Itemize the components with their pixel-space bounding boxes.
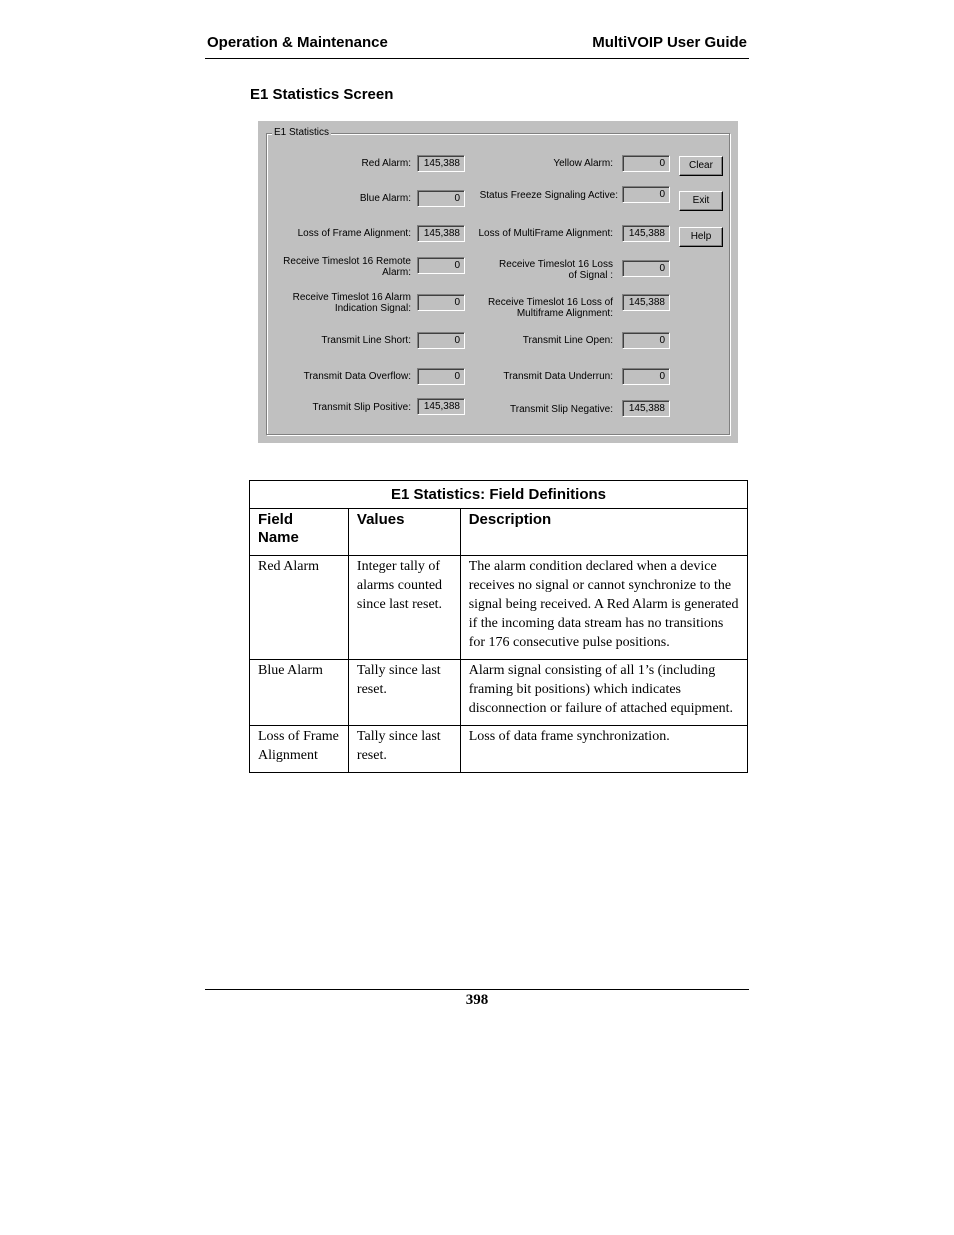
ts16-loss-of-mf-alignment-label-line2: Multiframe Alignment: bbox=[516, 308, 613, 319]
table-caption: E1 Statistics: Field Definitions bbox=[250, 481, 748, 509]
status-freeze-label: Status Freeze Signaling Active: bbox=[479, 190, 618, 201]
transmit-line-open-field: 0 bbox=[622, 332, 670, 349]
table-header-row bbox=[250, 509, 748, 556]
ts16-loss-of-mf-alignment-label bbox=[488, 297, 613, 319]
transmit-data-underrun-field: 0 bbox=[622, 368, 670, 385]
red-alarm-field: 145,388 bbox=[417, 155, 465, 172]
transmit-slip-negative-field: 145,388 bbox=[622, 400, 670, 417]
ts16-ais-field: 0 bbox=[417, 294, 465, 311]
transmit-line-short-label: Transmit Line Short: bbox=[321, 335, 411, 346]
ts16-remote-alarm-label-line1: Receive Timeslot 16 Remote bbox=[283, 256, 411, 267]
ts16-loss-of-signal-field: 0 bbox=[622, 260, 670, 277]
page-number: 398 bbox=[465, 992, 489, 1008]
table-row bbox=[250, 726, 748, 773]
ts16-ais-label-line2: Indication Signal: bbox=[334, 303, 411, 314]
header-section-title: Operation & Maintenance bbox=[207, 34, 388, 51]
loss-of-frame-alignment-label: Loss of Frame Alignment: bbox=[297, 228, 411, 239]
ts16-loss-of-mf-alignment-label-line1: Receive Timeslot 16 Loss of bbox=[487, 297, 613, 308]
loss-of-multiframe-alignment-label: Loss of MultiFrame Alignment: bbox=[478, 228, 613, 239]
transmit-slip-negative-label: Transmit Slip Negative: bbox=[510, 404, 613, 415]
yellow-alarm-field: 0 bbox=[622, 155, 670, 172]
row-values: Tally since last reset. bbox=[348, 726, 460, 773]
header-guide-title: MultiVOIP User Guide bbox=[592, 34, 747, 51]
row-field-name: Red Alarm bbox=[250, 556, 349, 660]
row-description: The alarm condition declared when a device receives no signal or cannot synchronize to the signal being received. A Red Alarm is generated if the incoming data stream has no transitions for 176 consecutive pulse positions. bbox=[460, 556, 747, 660]
e1-statistics-groupbox bbox=[266, 133, 730, 435]
field-definitions-table bbox=[249, 480, 748, 773]
row-field-name: Loss of Frame Alignment bbox=[250, 726, 349, 773]
ts16-loss-of-signal-label-line1: Receive Timeslot 16 Loss bbox=[499, 259, 613, 270]
red-alarm-label: Red Alarm: bbox=[361, 158, 411, 169]
blue-alarm-field: 0 bbox=[417, 190, 465, 207]
row-values: Integer tally of alarms counted since last reset. bbox=[348, 556, 460, 660]
column-header-values: Values bbox=[348, 509, 460, 556]
ts16-loss-of-signal-label-line2: of Signal : bbox=[568, 270, 613, 281]
ts16-remote-alarm-label bbox=[283, 256, 411, 278]
blue-alarm-label: Blue Alarm: bbox=[359, 193, 411, 204]
footer-rule bbox=[205, 989, 749, 990]
column-header-field-name bbox=[250, 509, 349, 556]
transmit-slip-positive-label: Transmit Slip Positive: bbox=[312, 402, 411, 413]
loss-of-multiframe-alignment-field: 145,388 bbox=[622, 225, 670, 242]
transmit-line-open-label: Transmit Line Open: bbox=[522, 335, 613, 346]
help-button[interactable]: Help bbox=[679, 227, 723, 247]
ts16-loss-of-mf-alignment-field: 145,388 bbox=[622, 294, 670, 311]
row-description: Loss of data frame synchronization. bbox=[460, 726, 747, 773]
groupbox-title: E1 Statistics bbox=[274, 127, 330, 138]
table-row bbox=[250, 660, 748, 726]
clear-button[interactable]: Clear bbox=[679, 156, 723, 176]
column-header-field-line1: Field bbox=[258, 511, 294, 528]
yellow-alarm-label: Yellow Alarm: bbox=[553, 158, 613, 169]
transmit-line-short-field: 0 bbox=[417, 332, 465, 349]
header-rule bbox=[205, 58, 749, 59]
table-row bbox=[250, 556, 748, 660]
status-freeze-field: 0 bbox=[622, 186, 670, 203]
transmit-data-overflow-field: 0 bbox=[417, 368, 465, 385]
column-header-field-line2: Name bbox=[258, 529, 299, 546]
transmit-data-overflow-label: Transmit Data Overflow: bbox=[303, 371, 411, 382]
row-description: Alarm signal consisting of all 1’s (including framing bit positions) which indicates disconnection or failure of attached equipment. bbox=[460, 660, 747, 726]
transmit-data-underrun-label: Transmit Data Underrun: bbox=[503, 371, 613, 382]
ts16-ais-label-line1: Receive Timeslot 16 Alarm bbox=[292, 292, 411, 303]
loss-of-frame-alignment-field: 145,388 bbox=[417, 225, 465, 242]
row-values: Tally since last reset. bbox=[348, 660, 460, 726]
ts16-remote-alarm-label-line2: Alarm: bbox=[382, 267, 411, 278]
column-header-description: Description bbox=[460, 509, 747, 556]
ts16-loss-of-signal-label bbox=[499, 259, 613, 281]
row-field-name: Blue Alarm bbox=[250, 660, 349, 726]
exit-button[interactable]: Exit bbox=[679, 191, 723, 211]
e1-statistics-dialog bbox=[258, 121, 738, 443]
transmit-slip-positive-field: 145,388 bbox=[417, 398, 465, 415]
section-title: E1 Statistics Screen bbox=[250, 86, 394, 103]
ts16-remote-alarm-field: 0 bbox=[417, 257, 465, 274]
ts16-ais-label bbox=[293, 292, 411, 314]
